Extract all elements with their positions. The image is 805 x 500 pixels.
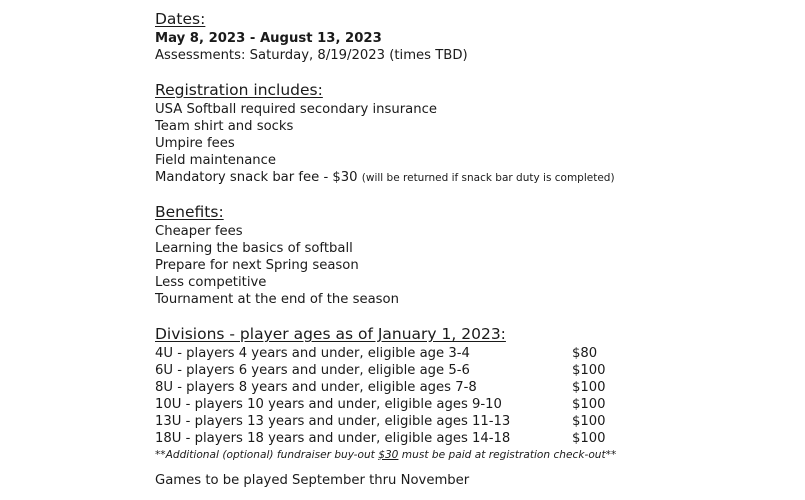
division-row (155, 413, 795, 430)
division-label: 13U - players 13 years and under, eligible ages 11-13 (155, 414, 511, 429)
registration-heading: Registration includes: (155, 81, 323, 99)
benefit-item: Less competitive (155, 275, 267, 290)
division-price: $100 (572, 380, 606, 395)
registration-item: USA Softball required secondary insurance (155, 102, 437, 117)
division-row (155, 362, 795, 379)
division-label: 4U - players 4 years and under, eligible age 3-4 (155, 346, 470, 361)
fundraiser-note-prefix: **Additional (optional) fundraiser buy-out (155, 449, 379, 461)
division-label: 6U - players 6 years and under, eligible age 5-6 (155, 363, 470, 378)
division-row (155, 379, 795, 396)
benefit-item: Learning the basics of softball (155, 241, 353, 256)
benefit-item: Cheaper fees (155, 224, 243, 239)
assessments-line: Assessments: Saturday, 8/19/2023 (times TBD) (155, 48, 468, 63)
benefit-item: Tournament at the end of the season (155, 292, 399, 307)
division-row (155, 430, 795, 447)
games-line: Games to be played September thru November (155, 473, 470, 488)
division-price: $100 (572, 363, 606, 378)
dates-heading: Dates: (155, 10, 206, 28)
division-label: 8U - players 8 years and under, eligible ages 7-8 (155, 380, 477, 395)
division-label: 18U - players 18 years and under, eligible ages 14-18 (155, 431, 511, 446)
snack-fee-line (155, 169, 795, 186)
division-row (155, 396, 795, 413)
division-price: $100 (572, 414, 606, 429)
division-label: 10U - players 10 years and under, eligible ages 9-10 (155, 397, 502, 412)
division-row (155, 345, 795, 362)
fundraiser-amount: $30 (378, 449, 399, 461)
division-price: $100 (572, 431, 606, 446)
registration-item: Field maintenance (155, 153, 277, 168)
benefits-heading: Benefits: (155, 203, 224, 221)
divisions-heading: Divisions - player ages as of January 1, 2023: (155, 325, 506, 343)
snack-fee: Mandatory snack bar fee - $30 (155, 170, 358, 185)
snack-fee-note: (will be returned if snack bar duty is completed) (361, 172, 615, 184)
registration-item: Team shirt and socks (155, 119, 294, 134)
document (155, 10, 795, 489)
registration-item: Umpire fees (155, 136, 235, 151)
division-price: $80 (572, 346, 598, 361)
fundraiser-note (155, 447, 795, 463)
division-price: $100 (572, 397, 606, 412)
dates-range: May 8, 2023 - August 13, 2023 (155, 31, 382, 46)
fundraiser-note-suffix: must be paid at registration check-out** (398, 449, 617, 461)
benefit-item: Prepare for next Spring season (155, 258, 359, 273)
